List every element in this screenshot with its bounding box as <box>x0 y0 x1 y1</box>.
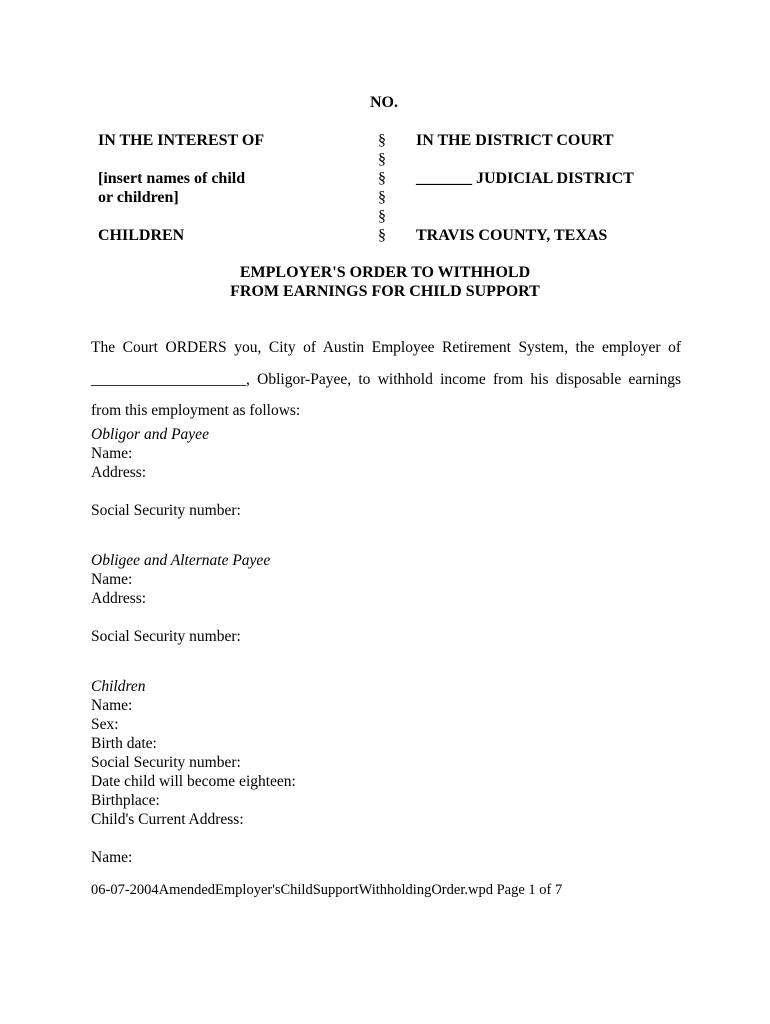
section-symbol: § <box>378 227 386 244</box>
obligor-section <box>91 425 241 520</box>
page-footer: 06-07-2004AmendedEmployer'sChildSupportWithholdingOrder.wpd Page 1 of 7 <box>91 882 563 898</box>
obligee-section <box>91 551 270 646</box>
child-ssn-label: Social Security number: <box>91 754 241 771</box>
obligee-heading: Obligee and Alternate Payee <box>91 552 271 569</box>
caption-right <box>416 131 634 245</box>
obligor-address-label: Address: <box>91 464 147 481</box>
child-names-placeholder-2: or children] <box>98 189 179 206</box>
document-title-line-1: EMPLOYER'S ORDER TO WITHHOLD <box>239 264 531 281</box>
obligor-name-label: Name: <box>91 445 133 462</box>
child-name-label: Name: <box>91 697 133 714</box>
county-label: TRAVIS COUNTY, TEXAS <box>416 227 608 244</box>
children-heading: Children <box>91 678 146 695</box>
court-label: IN THE DISTRICT COURT <box>416 132 614 149</box>
obligor-ssn-label: Social Security number: <box>91 502 241 519</box>
children-section <box>91 677 296 867</box>
obligor-heading: Obligor and Payee <box>91 426 209 443</box>
judicial-district-label: _______ JUDICIAL DISTRICT <box>416 170 634 187</box>
child-eighteen-date-label: Date child will become eighteen: <box>91 773 296 790</box>
obligee-name-label: Name: <box>91 571 133 588</box>
section-symbol: § <box>378 151 386 168</box>
intro-line-1: The Court ORDERS you, City of Austin Employee Retirement System, the employer of <box>91 339 681 356</box>
intro-line-2: ____________________, Obligor-Payee, to withhold income from his disposable earnings <box>91 370 681 388</box>
section-symbol-column <box>378 131 386 245</box>
caption-left <box>98 131 264 245</box>
child-birthplace-label: Birthplace: <box>91 792 160 809</box>
section-symbol: § <box>378 208 386 225</box>
interest-of-label: IN THE INTEREST OF <box>98 132 265 149</box>
child-sex-label: Sex: <box>91 716 119 733</box>
child-names-placeholder-1: [insert names of child <box>98 170 246 187</box>
obligee-address-label: Address: <box>91 590 147 607</box>
child-birth-date-label: Birth date: <box>91 735 157 752</box>
obligee-ssn-label: Social Security number: <box>91 628 241 645</box>
section-symbol: § <box>378 170 386 187</box>
child-name-label-2: Name: <box>91 849 133 866</box>
child-current-address-label: Child's Current Address: <box>91 811 244 828</box>
document-title-line-2: FROM EARNINGS FOR CHILD SUPPORT <box>230 283 540 300</box>
case-number-label: NO. <box>370 94 398 111</box>
section-symbol: § <box>378 189 386 206</box>
intro-paragraph <box>91 332 681 427</box>
section-symbol: § <box>378 132 386 149</box>
intro-line-3: from this employment as follows: <box>91 402 301 419</box>
children-label: CHILDREN <box>98 227 185 244</box>
